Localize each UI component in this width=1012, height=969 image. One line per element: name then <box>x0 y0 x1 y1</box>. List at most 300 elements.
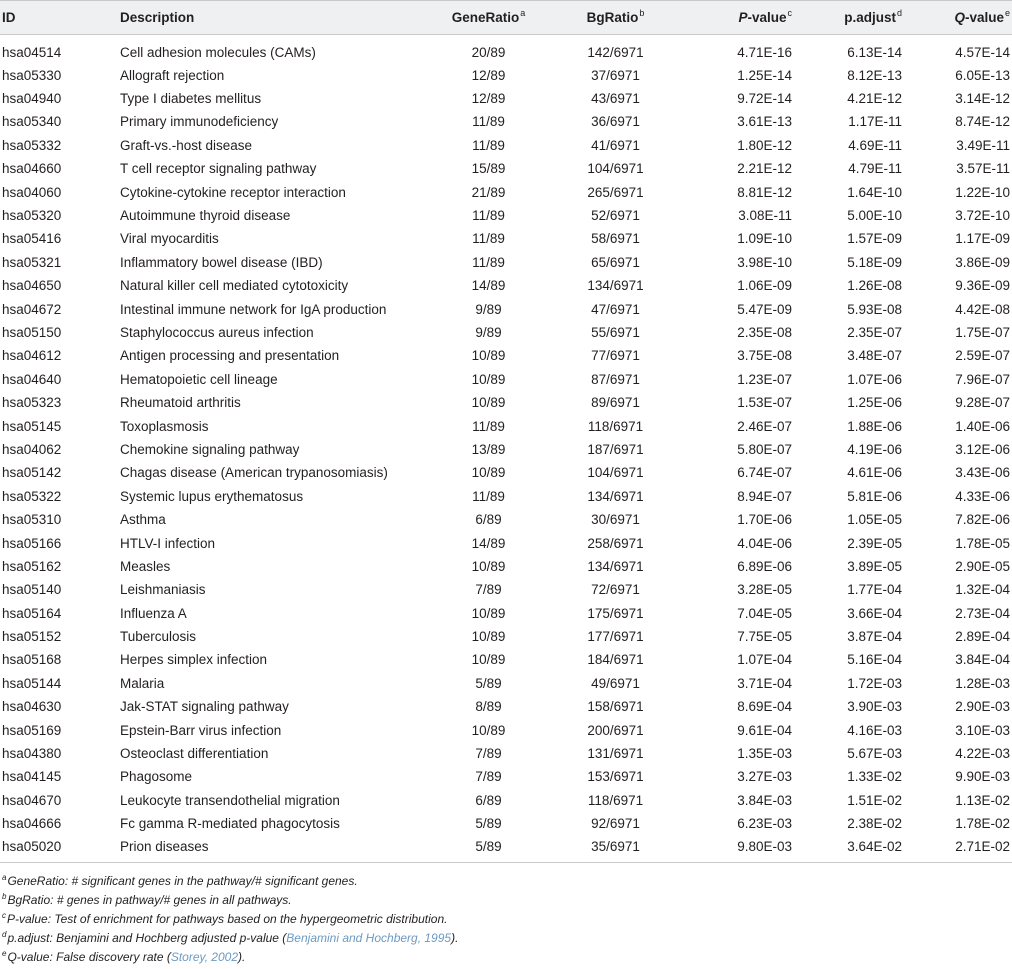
cell-bg-ratio: 134/6971 <box>587 488 644 504</box>
table-row <box>0 110 1012 133</box>
cell-p-adjust: 4.69E-11 <box>848 137 902 153</box>
cell-description: Toxoplasmosis <box>120 418 209 434</box>
cell-p-adjust: 2.35E-07 <box>847 324 902 340</box>
cell-gene-ratio: 10/89 <box>471 395 506 411</box>
cell-gene-ratio: 11/89 <box>472 208 505 224</box>
cell-q-value: 1.17E-09 <box>955 231 1010 247</box>
cell-description: Chemokine signaling pathway <box>120 441 300 457</box>
cell-p-value: 7.75E-05 <box>737 629 792 645</box>
cell-description: Fc gamma R-mediated phagocytosis <box>120 816 340 832</box>
cell-q-value: 3.12E-06 <box>955 441 1010 457</box>
cell-p-value: 6.89E-06 <box>737 558 792 574</box>
cell-id: hsa05320 <box>2 208 62 224</box>
cell-description: Asthma <box>120 512 166 528</box>
footnote <box>2 910 1007 929</box>
table-row <box>0 765 1012 788</box>
table-row <box>0 134 1012 157</box>
cell-gene-ratio: 14/89 <box>471 278 506 294</box>
cell-gene-ratio: 6/89 <box>475 512 502 528</box>
cell-bg-ratio: 175/6971 <box>587 605 644 621</box>
cell-p-adjust: 5.81E-06 <box>847 488 902 504</box>
cell-description: Tuberculosis <box>120 629 197 645</box>
cell-p-value: 3.61E-13 <box>737 114 792 130</box>
cell-id: hsa05340 <box>2 114 62 130</box>
cell-p-value: 4.04E-06 <box>737 535 792 551</box>
cell-id: hsa04940 <box>2 91 62 107</box>
table-row <box>0 672 1012 695</box>
table-row <box>0 64 1012 87</box>
cell-p-value: 3.71E-04 <box>737 675 792 691</box>
footnote <box>2 891 1007 910</box>
cell-id: hsa05140 <box>2 582 62 598</box>
cell-p-value: 2.35E-08 <box>737 324 792 340</box>
table-row <box>0 204 1012 227</box>
cell-p-adjust: 3.90E-03 <box>847 699 902 715</box>
cell-gene-ratio: 10/89 <box>471 629 506 645</box>
cell-q-value: 3.72E-10 <box>955 208 1010 224</box>
footnote-text: Q-value: False discovery rate ( <box>7 950 171 964</box>
cell-p-value: 1.70E-06 <box>737 512 792 528</box>
cell-description: Hematopoietic cell lineage <box>120 371 278 387</box>
cell-bg-ratio: 30/6971 <box>591 512 640 528</box>
cell-q-value: 3.86E-09 <box>955 254 1010 270</box>
cell-gene-ratio: 10/89 <box>471 558 506 574</box>
cell-description: Leukocyte transendothelial migration <box>120 792 340 808</box>
cell-q-value: 3.43E-06 <box>955 465 1010 481</box>
cell-description: Malaria <box>120 675 165 691</box>
cell-gene-ratio: 12/89 <box>471 91 506 107</box>
cell-gene-ratio: 7/89 <box>475 582 502 598</box>
cell-gene-ratio: 7/89 <box>475 769 502 785</box>
cell-id: hsa04514 <box>2 45 62 61</box>
cell-gene-ratio: 10/89 <box>471 722 506 738</box>
cell-gene-ratio: 21/89 <box>471 184 506 200</box>
cell-p-value: 9.61E-04 <box>737 722 792 738</box>
cell-description: Prion diseases <box>120 835 420 862</box>
cell-p-adjust: 3.48E-07 <box>847 348 902 364</box>
cell-p-value: 7.04E-05 <box>737 605 792 621</box>
footnote <box>2 948 1007 967</box>
cell-q-value: 8.74E-12 <box>955 114 1010 130</box>
cell-p-adjust: 1.72E-03 <box>847 675 902 691</box>
cell-q-value: 7.96E-07 <box>955 371 1010 387</box>
cell-id: hsa05020 <box>0 835 120 862</box>
cell-p-value: 9.72E-14 <box>737 91 792 107</box>
cell-p-adjust: 1.25E-06 <box>847 395 902 411</box>
cell-p-adjust: 4.16E-03 <box>847 722 902 738</box>
cell-bg-ratio: 65/6971 <box>591 254 640 270</box>
cell-bg-ratio: 89/6971 <box>591 395 640 411</box>
cell-p-value: 4.71E-16 <box>737 45 792 61</box>
footnote-mark: e <box>2 949 7 958</box>
cell-gene-ratio: 11/89 <box>472 137 505 153</box>
cell-gene-ratio: 9/89 <box>475 324 502 340</box>
cell-bg-ratio: 41/6971 <box>591 137 640 153</box>
cell-id: hsa05142 <box>2 465 62 481</box>
table-row <box>0 555 1012 578</box>
table-row <box>0 485 1012 508</box>
cell-p-value: 1.07E-04 <box>737 652 792 668</box>
header-p-value: P-value$^c$ <box>674 1 794 35</box>
cell-p-value: 2.21E-12 <box>737 161 792 177</box>
table-row <box>0 789 1012 812</box>
cell-q-value: 1.78E-02 <box>955 816 1010 832</box>
cell-p-value: 3.75E-08 <box>737 348 792 364</box>
cell-bg-ratio: 142/6971 <box>587 45 644 61</box>
cell-bg-ratio: 200/6971 <box>587 722 644 738</box>
cell-p-value: 2.46E-07 <box>737 418 792 434</box>
table-body <box>0 35 1012 863</box>
table-row <box>0 251 1012 274</box>
cell-p-adjust: 1.64E-10 <box>847 184 902 200</box>
cell-bg-ratio: 52/6971 <box>591 208 640 224</box>
cell-q-value: 4.42E-08 <box>955 301 1010 317</box>
cell-q-value: 9.28E-07 <box>955 395 1010 411</box>
cell-p-adjust: 5.00E-10 <box>847 208 902 224</box>
table-row <box>0 461 1012 484</box>
cell-id: hsa05169 <box>2 722 62 738</box>
cell-p-adjust: 3.87E-04 <box>847 629 902 645</box>
cell-bg-ratio: 118/6971 <box>587 418 644 434</box>
cell-description: T cell receptor signaling pathway <box>120 161 317 177</box>
cell-q-value: 9.90E-03 <box>955 769 1010 785</box>
cell-p-adjust: 5.18E-09 <box>847 254 902 270</box>
cell-bg-ratio: 184/6971 <box>587 652 644 668</box>
cell-id: hsa05322 <box>2 488 62 504</box>
table-row <box>0 508 1012 531</box>
cell-p-adjust: 1.77E-04 <box>847 582 902 598</box>
cell-id: hsa05332 <box>2 137 62 153</box>
footnote-tail: ). <box>451 931 459 945</box>
footnote-tail: ). <box>238 950 246 964</box>
cell-id: hsa05310 <box>2 512 62 528</box>
header-bg-ratio: BgRatio$^b$ <box>557 1 674 35</box>
cell-id: hsa04672 <box>2 301 62 317</box>
footnote-mark: a <box>2 873 7 882</box>
cell-q-value: 9.36E-09 <box>955 278 1010 294</box>
table-row <box>0 344 1012 367</box>
footnote-text: p.adjust: Benjamini and Hochberg adjusted p-value ( <box>7 931 287 945</box>
cell-p-value: 6.23E-03 <box>737 816 792 832</box>
cell-id: hsa04380 <box>2 746 62 762</box>
table-row <box>0 578 1012 601</box>
cell-bg-ratio: 36/6971 <box>591 114 640 130</box>
cell-p-value: 3.98E-10 <box>737 254 792 270</box>
cell-p-adjust: 3.89E-05 <box>847 558 902 574</box>
cell-description: Staphylococcus aureus infection <box>120 324 314 340</box>
header-description: Description <box>120 1 420 35</box>
cell-p-adjust: 5.67E-03 <box>847 746 902 762</box>
cell-gene-ratio: 9/89 <box>475 301 502 317</box>
cell-bg-ratio: 134/6971 <box>587 558 644 574</box>
cell-p-adjust: 3.66E-04 <box>847 605 902 621</box>
cell-p-value: 8.69E-04 <box>737 699 792 715</box>
cell-bg-ratio: 265/6971 <box>587 184 644 200</box>
cell-description: Type I diabetes mellitus <box>120 91 262 107</box>
cell-p-adjust: 1.33E-02 <box>847 769 902 785</box>
cell-id: hsa05321 <box>2 254 62 270</box>
footnote <box>2 929 1007 948</box>
footnote-text: P-value: Test of enrichment for pathways based on the hypergeometric distribution. <box>7 912 448 926</box>
cell-p-adjust: 4.61E-06 <box>847 465 902 481</box>
citation-link[interactable]: Benjamini and Hochberg, 1995 <box>286 931 452 945</box>
cell-p-adjust: 4.79E-11 <box>848 161 902 177</box>
cell-q-value: 3.57E-11 <box>956 161 1010 177</box>
cell-q-value: 3.84E-04 <box>955 652 1010 668</box>
cell-gene-ratio: 5/89 <box>420 835 557 862</box>
cell-description: Phagosome <box>120 769 193 785</box>
cell-gene-ratio: 11/89 <box>472 114 505 130</box>
citation-link[interactable]: Storey, 2002 <box>170 950 238 964</box>
cell-p-value: 8.81E-12 <box>737 184 792 200</box>
cell-gene-ratio: 8/89 <box>475 699 502 715</box>
cell-p-adjust: 1.17E-11 <box>848 114 902 130</box>
cell-q-value: 4.33E-06 <box>955 488 1010 504</box>
cell-gene-ratio: 20/89 <box>471 45 506 61</box>
cell-id: hsa04666 <box>2 816 62 832</box>
cell-gene-ratio: 6/89 <box>475 792 502 808</box>
cell-q-value: 1.32E-04 <box>955 582 1010 598</box>
cell-q-value: 4.22E-03 <box>955 746 1010 762</box>
cell-q-value: 1.75E-07 <box>955 324 1010 340</box>
cell-gene-ratio: 7/89 <box>475 746 502 762</box>
cell-p-adjust: 5.93E-08 <box>847 301 902 317</box>
table-row <box>0 368 1012 391</box>
cell-id: hsa05166 <box>2 535 62 551</box>
cell-q-value: 2.73E-04 <box>955 605 1010 621</box>
header-q-value: Q-value$^e$ <box>904 1 1012 35</box>
cell-p-adjust: 1.51E-02 <box>847 792 902 808</box>
table-row <box>0 297 1012 320</box>
table-row <box>0 625 1012 648</box>
cell-gene-ratio: 5/89 <box>475 816 502 832</box>
cell-description: Measles <box>120 558 171 574</box>
cell-id: hsa05416 <box>2 231 62 247</box>
footnote-text: GeneRatio: # significant genes in the pathway/# significant genes. <box>7 874 358 888</box>
footnote-mark: d <box>2 930 7 939</box>
cell-gene-ratio: 10/89 <box>471 348 506 364</box>
cell-p-adjust: 4.19E-06 <box>847 441 902 457</box>
cell-description: Systemic lupus erythematosus <box>120 488 304 504</box>
cell-description: Inflammatory bowel disease (IBD) <box>120 254 323 270</box>
cell-id: hsa04062 <box>2 441 62 457</box>
table-row <box>0 227 1012 250</box>
cell-gene-ratio: 10/89 <box>471 652 506 668</box>
cell-p-value: 1.23E-07 <box>737 371 792 387</box>
cell-p-value: 8.94E-07 <box>737 488 792 504</box>
cell-description: Natural killer cell mediated cytotoxicity <box>120 278 349 294</box>
cell-gene-ratio: 11/89 <box>472 488 505 504</box>
cell-description: Cytokine-cytokine receptor interaction <box>120 184 346 200</box>
table-row <box>0 648 1012 671</box>
table-footnotes <box>2 872 1007 967</box>
cell-q-value: 2.89E-04 <box>955 629 1010 645</box>
table-row <box>0 414 1012 437</box>
cell-description: Cell adhesion molecules (CAMs) <box>120 45 316 61</box>
cell-p-value: 1.80E-12 <box>737 137 792 153</box>
cell-p-value: 6.74E-07 <box>737 465 792 481</box>
cell-bg-ratio: 77/6971 <box>591 348 640 364</box>
cell-q-value: 3.10E-03 <box>955 722 1010 738</box>
cell-description: Influenza A <box>120 605 187 621</box>
cell-bg-ratio: 104/6971 <box>587 465 644 481</box>
cell-p-adjust: 1.88E-06 <box>847 418 902 434</box>
cell-p-adjust: 1.07E-06 <box>847 371 902 387</box>
cell-id: hsa05168 <box>2 652 62 668</box>
cell-id: hsa05164 <box>2 605 62 621</box>
cell-p-adjust: 5.16E-04 <box>847 652 902 668</box>
cell-id: hsa04612 <box>2 348 62 364</box>
cell-p-adjust: 8.12E-13 <box>847 67 902 83</box>
table-row <box>0 742 1012 765</box>
cell-bg-ratio: 134/6971 <box>587 278 644 294</box>
cell-bg-ratio: 72/6971 <box>591 582 640 598</box>
cell-id: hsa04640 <box>2 371 62 387</box>
cell-description: Graft-vs.-host disease <box>120 137 253 153</box>
cell-id: hsa05152 <box>2 629 62 645</box>
cell-description: Viral myocarditis <box>120 231 219 247</box>
cell-id: hsa04670 <box>2 792 62 808</box>
cell-gene-ratio: 13/89 <box>471 441 506 457</box>
cell-bg-ratio: 118/6971 <box>587 792 644 808</box>
table-row <box>0 718 1012 741</box>
cell-gene-ratio: 10/89 <box>471 371 506 387</box>
header-gene-ratio: GeneRatio$^a$ <box>420 1 557 35</box>
cell-bg-ratio: 37/6971 <box>591 67 640 83</box>
table-row <box>0 835 1012 862</box>
cell-description: Allograft rejection <box>120 67 225 83</box>
table-row <box>0 35 1012 64</box>
cell-p-value: 1.35E-03 <box>737 746 792 762</box>
table-header-row <box>0 1 1012 35</box>
cell-gene-ratio: 15/89 <box>471 161 506 177</box>
table-row <box>0 274 1012 297</box>
cell-p-adjust: 1.05E-05 <box>847 512 902 528</box>
cell-description: Chagas disease (American trypanosomiasis) <box>120 465 388 481</box>
cell-description: Antigen processing and presentation <box>120 348 340 364</box>
cell-p-value: 3.27E-03 <box>737 769 792 785</box>
cell-gene-ratio: 12/89 <box>471 67 506 83</box>
cell-id: hsa04145 <box>2 769 62 785</box>
cell-bg-ratio: 104/6971 <box>587 161 644 177</box>
cell-p-value: 1.09E-10 <box>737 231 792 247</box>
footnote-mark: c <box>2 911 6 920</box>
cell-p-value: 9.80E-03 <box>674 835 794 862</box>
cell-description: Autoimmune thyroid disease <box>120 208 291 224</box>
cell-p-value: 1.06E-09 <box>737 278 792 294</box>
cell-bg-ratio: 47/6971 <box>591 301 640 317</box>
cell-q-value: 3.49E-11 <box>956 137 1010 153</box>
footnote-text: BgRatio: # genes in pathway/# genes in all pathways. <box>7 893 292 907</box>
cell-description: Epstein-Barr virus infection <box>120 722 282 738</box>
cell-id: hsa04660 <box>2 161 62 177</box>
cell-q-value: 2.71E-02 <box>904 835 1012 862</box>
cell-q-value: 2.90E-03 <box>955 699 1010 715</box>
cell-p-value: 1.53E-07 <box>737 395 792 411</box>
cell-gene-ratio: 11/89 <box>472 254 505 270</box>
cell-gene-ratio: 10/89 <box>471 465 506 481</box>
cell-p-value: 5.80E-07 <box>737 441 792 457</box>
cell-gene-ratio: 11/89 <box>472 418 505 434</box>
cell-gene-ratio: 14/89 <box>471 535 506 551</box>
cell-id: hsa04630 <box>2 699 62 715</box>
table-row <box>0 321 1012 344</box>
cell-p-adjust: 1.57E-09 <box>847 231 902 247</box>
table-row <box>0 391 1012 414</box>
cell-q-value: 2.59E-07 <box>955 348 1010 364</box>
table-row <box>0 531 1012 554</box>
table-row <box>0 180 1012 203</box>
cell-q-value: 1.13E-02 <box>955 792 1010 808</box>
table-row <box>0 695 1012 718</box>
cell-bg-ratio: 49/6971 <box>591 675 640 691</box>
cell-description: Intestinal immune network for IgA production <box>120 301 387 317</box>
cell-bg-ratio: 87/6971 <box>591 371 640 387</box>
cell-bg-ratio: 187/6971 <box>587 441 644 457</box>
cell-description: Primary immunodeficiency <box>120 114 279 130</box>
cell-q-value: 3.14E-12 <box>955 91 1010 107</box>
cell-id: hsa05150 <box>2 324 62 340</box>
cell-bg-ratio: 131/6971 <box>587 746 644 762</box>
table-row <box>0 87 1012 110</box>
table-row <box>0 812 1012 835</box>
cell-q-value: 1.22E-10 <box>955 184 1010 200</box>
cell-p-value: 1.25E-14 <box>737 67 792 83</box>
cell-id: hsa05144 <box>2 675 62 691</box>
cell-q-value: 7.82E-06 <box>955 512 1010 528</box>
cell-bg-ratio: 55/6971 <box>591 324 640 340</box>
cell-p-value: 3.08E-11 <box>738 208 792 224</box>
cell-gene-ratio: 5/89 <box>475 675 502 691</box>
cell-id: hsa04060 <box>2 184 62 200</box>
cell-bg-ratio: 58/6971 <box>591 231 640 247</box>
table-row <box>0 438 1012 461</box>
cell-description: Herpes simplex infection <box>120 652 268 668</box>
cell-bg-ratio: 43/6971 <box>591 91 640 107</box>
cell-p-value: 3.28E-05 <box>737 582 792 598</box>
cell-p-adjust: 2.39E-05 <box>847 535 902 551</box>
cell-q-value: 6.05E-13 <box>955 67 1010 83</box>
cell-id: hsa05162 <box>2 558 62 574</box>
cell-id: hsa05323 <box>2 395 62 411</box>
header-id: ID <box>0 1 120 35</box>
cell-p-value: 5.47E-09 <box>737 301 792 317</box>
cell-id: hsa05330 <box>2 67 62 83</box>
cell-bg-ratio: 153/6971 <box>587 769 644 785</box>
header-p-adjust: p.adjust$^d$ <box>794 1 904 35</box>
cell-p-adjust: 4.21E-12 <box>847 91 902 107</box>
cell-p-value: 3.84E-03 <box>737 792 792 808</box>
footnote <box>2 872 1007 891</box>
cell-bg-ratio: 177/6971 <box>587 629 644 645</box>
cell-id: hsa05145 <box>2 418 62 434</box>
cell-p-adjust: 3.64E-02 <box>794 835 904 862</box>
cell-description: HTLV-I infection <box>120 535 216 551</box>
cell-bg-ratio: 258/6971 <box>587 535 644 551</box>
cell-p-adjust: 2.38E-02 <box>847 816 902 832</box>
cell-description: Leishmaniasis <box>120 582 206 598</box>
cell-bg-ratio: 92/6971 <box>591 816 640 832</box>
cell-gene-ratio: 10/89 <box>471 605 506 621</box>
footnote-mark: b <box>2 892 7 901</box>
cell-p-adjust: 1.26E-08 <box>847 278 902 294</box>
cell-p-adjust: 6.13E-14 <box>847 45 902 61</box>
cell-id: hsa04650 <box>2 278 62 294</box>
cell-q-value: 1.78E-05 <box>955 535 1010 551</box>
cell-q-value: 4.57E-14 <box>955 45 1010 61</box>
table-row <box>0 601 1012 624</box>
cell-description: Rheumatoid arthritis <box>120 395 241 411</box>
